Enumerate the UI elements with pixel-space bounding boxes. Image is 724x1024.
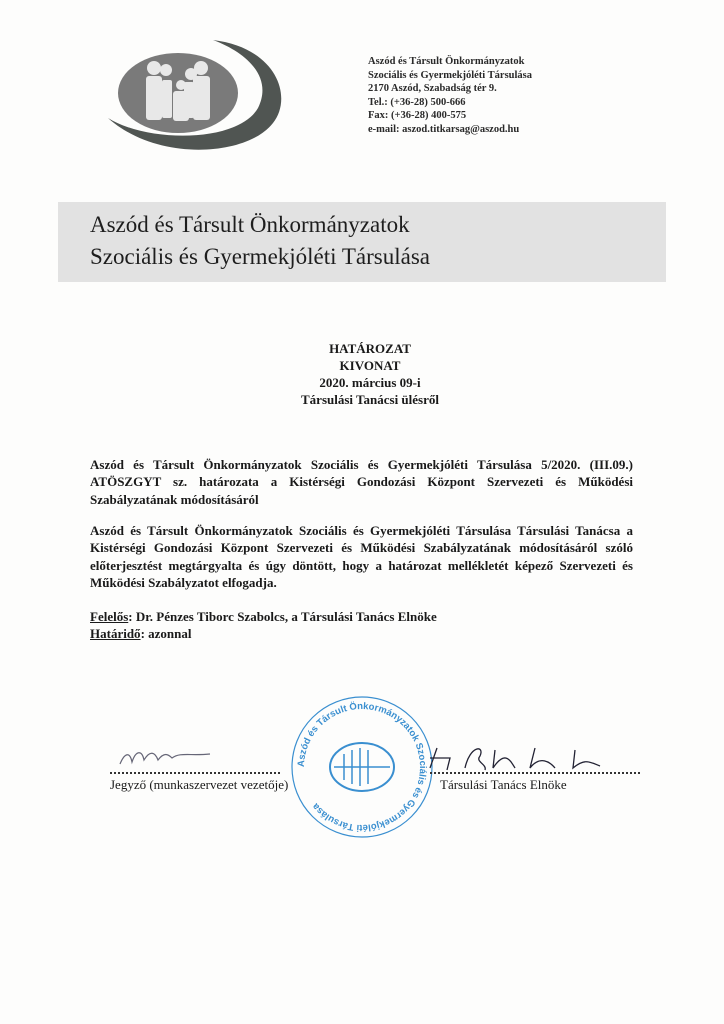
left-signature-line: [110, 772, 280, 774]
responsible-value: : Dr. Pénzes Tiborc Szabolcs, a Társulási Tanács Elnöke: [128, 609, 437, 624]
title-banner: [58, 202, 666, 282]
notary-signature: [110, 742, 240, 772]
email: e-mail: aszod.titkarsag@aszod.hu: [368, 123, 520, 135]
document-heading: [0, 340, 724, 408]
org-name-line1: Aszód és Társult Önkormányzatok: [368, 56, 525, 67]
chairman-signature: [425, 740, 625, 774]
left-signature-label: Jegyző (munkaszervezet vezetője): [110, 777, 289, 792]
heading-subtitle: KIVONAT: [339, 358, 401, 373]
banner-line2: Szociális és Gyermekjóléti Társulása: [90, 244, 431, 269]
heading-session: Társulási Tanácsi ülésről: [301, 392, 439, 407]
org-name-line2: Szociális és Gyermekjóléti Társulása: [368, 69, 532, 81]
heading-title: HATÁROZAT: [329, 341, 411, 356]
organization-logo: [88, 38, 298, 158]
deadline-label: Határidő: [90, 626, 141, 642]
responsible-label: Felelős: [90, 609, 129, 624]
right-signature-label: Társulási Tanács Elnöke: [440, 777, 567, 792]
letterhead-contact: [368, 55, 532, 136]
resolution-body-paragraph: Aszód és Társult Önkormányzatok Szociális és Gyermekjóléti Társulása Társulási Tanácsa a Kistérségi Gondozási Központ Szervezeti és Működési Szabályzatának módosításáról szóló előterjesztést megtárgyalta és úgy döntött, hogy a határozat mellékletét képező Szervezeti és Működési Szabályzatot elfogadja.: [90, 523, 633, 591]
stamp-text: Aszód és Társult Önkormányzatok Szociális és Gyermekjóléti Társulása: [295, 700, 429, 834]
address: 2170 Aszód, Szabadság tér 9.: [368, 83, 497, 94]
fax: Fax: (+36-28) 400-575: [368, 110, 467, 121]
resolution-title-paragraph: Aszód és Társult Önkormányzatok Szociális és Gyermekjóléti Társulása 5/2020. (III.09.) ATÖSZGYT sz. határozata a Kistérségi Gondozási Központ Szervezeti és Működési Szabályzatának módosításáról: [90, 457, 633, 507]
official-stamp: [282, 692, 442, 842]
telephone: Tel.: (+36-28) 500-666: [368, 96, 466, 108]
heading-date: 2020. március 09-i: [319, 375, 421, 390]
responsibility-block: [90, 608, 437, 643]
banner-line1: Aszód és Társult Önkormányzatok: [90, 212, 410, 237]
deadline-value: : azonnal: [140, 626, 192, 642]
right-signature-line: [430, 772, 640, 774]
